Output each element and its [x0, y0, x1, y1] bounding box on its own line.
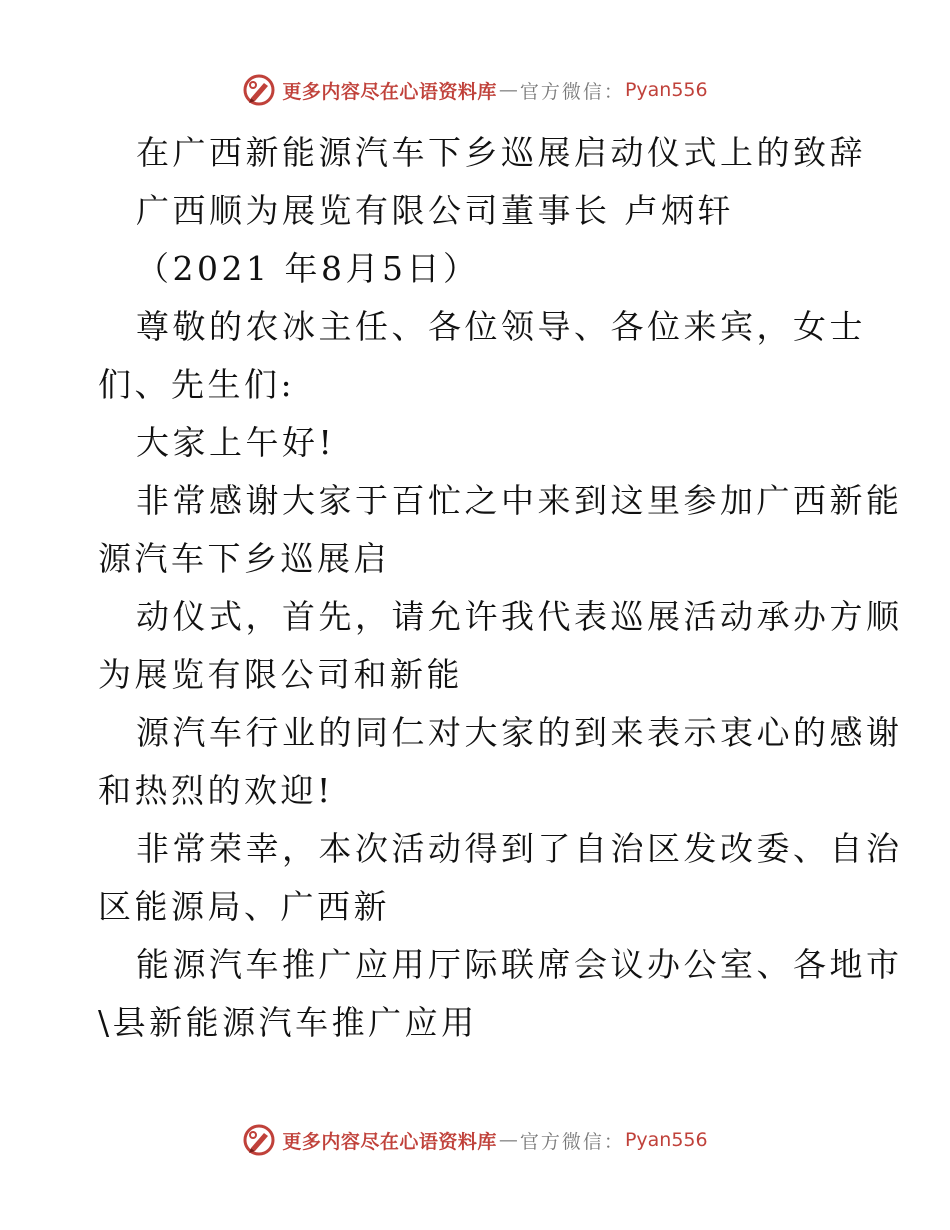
salutation-line-1: 尊敬的农冰主任、各位领导、各位来宾，女士 [136, 307, 866, 346]
header-watermark [0, 70, 950, 110]
paragraph-line: 非常感谢大家于百忙之中来到这里参加广西新能 [136, 481, 903, 520]
watermark-suffix: 官方微信： [519, 1130, 625, 1153]
document-body [98, 124, 903, 1052]
date-line: （2021 年8月5日） [136, 249, 480, 288]
watermark-suffix: 官方微信： [519, 80, 625, 103]
paragraph-line: 源汽车行业的同仁对大家的到来表示衷心的感谢 [136, 713, 903, 752]
pen-logo-icon [242, 73, 276, 107]
paragraph-line: 非常荣幸，本次活动得到了自治区发改委、自治 [136, 829, 903, 868]
footer-watermark [0, 1120, 950, 1160]
speech-title: 在广西新能源汽车下乡巡展启动仪式上的致辞 [136, 133, 866, 172]
speaker-line: 广西顺为展览有限公司董事长 卢炳轩 [136, 191, 734, 230]
paragraph-line: 源汽车下乡巡展启 [98, 539, 390, 578]
pen-logo-icon [242, 1123, 276, 1157]
watermark-dash: — [498, 79, 518, 101]
paragraph-line: 和热烈的欢迎! [98, 771, 334, 810]
watermark-text: 更多内容尽在心语资料库 [282, 1130, 497, 1153]
watermark-wechat-id: Pyan556 [624, 79, 708, 101]
watermark-wechat-id: Pyan556 [624, 1129, 708, 1151]
greeting-line: 大家上午好! [136, 423, 336, 462]
paragraph-line: 动仪式，首先，请允许我代表巡展活动承办方顺 [136, 597, 903, 636]
watermark-dash: — [498, 1129, 518, 1151]
paragraph-line: \县新能源汽车推广应用 [98, 1003, 478, 1042]
paragraph-line: 为展览有限公司和新能 [98, 655, 463, 694]
paragraph-line: 区能源局、广西新 [98, 887, 390, 926]
salutation-line-2: 们、先生们: [98, 365, 296, 404]
paragraph-line: 能源汽车推广应用厅际联席会议办公室、各地市 [136, 945, 903, 984]
watermark-text: 更多内容尽在心语资料库 [282, 80, 497, 103]
